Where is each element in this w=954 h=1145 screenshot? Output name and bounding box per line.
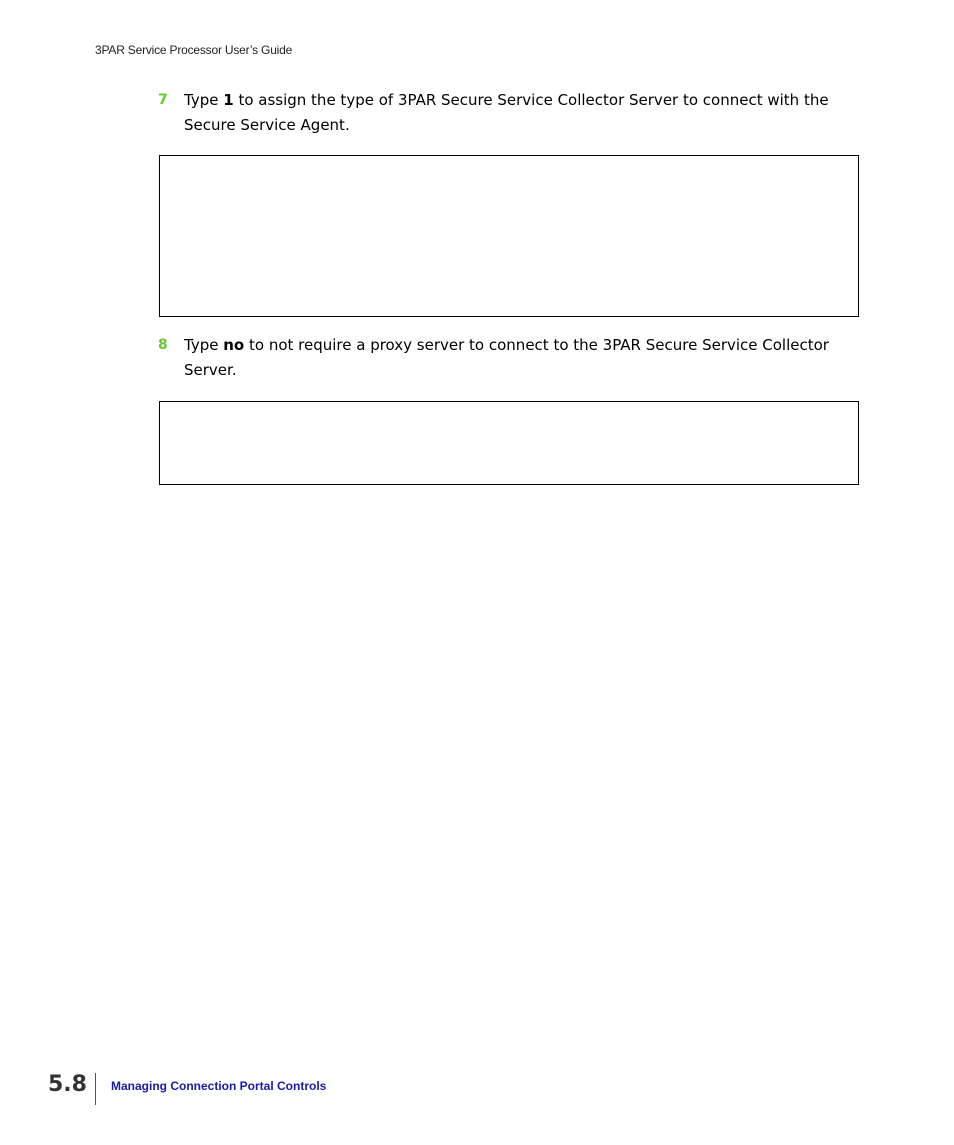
screenshot-box-2 <box>159 401 859 485</box>
step-7 <box>158 88 858 138</box>
screenshot-box-1 <box>159 155 859 317</box>
step-number: 7 <box>158 92 168 108</box>
page-number: 5.8 <box>48 1072 87 1097</box>
step-suffix: to not require a proxy server to connect to the 3PAR Secure Service Collector Server. <box>184 336 829 379</box>
footer-divider <box>95 1073 96 1105</box>
chapter-title: Managing Connection Portal Controls <box>111 1079 327 1093</box>
step-number: 8 <box>158 337 168 353</box>
step-text <box>184 88 858 138</box>
step-prefix: Type <box>184 91 224 109</box>
step-keyword: 1 <box>223 91 234 109</box>
step-8 <box>158 333 858 383</box>
step-keyword: no <box>223 336 245 354</box>
running-header: 3PAR Service Processor User’s Guide <box>95 43 293 57</box>
step-text <box>184 333 858 383</box>
step-prefix: Type <box>184 336 224 354</box>
step-suffix: to assign the type of 3PAR Secure Service Collector Server to connect with the Secure Service Agent. <box>184 91 829 134</box>
